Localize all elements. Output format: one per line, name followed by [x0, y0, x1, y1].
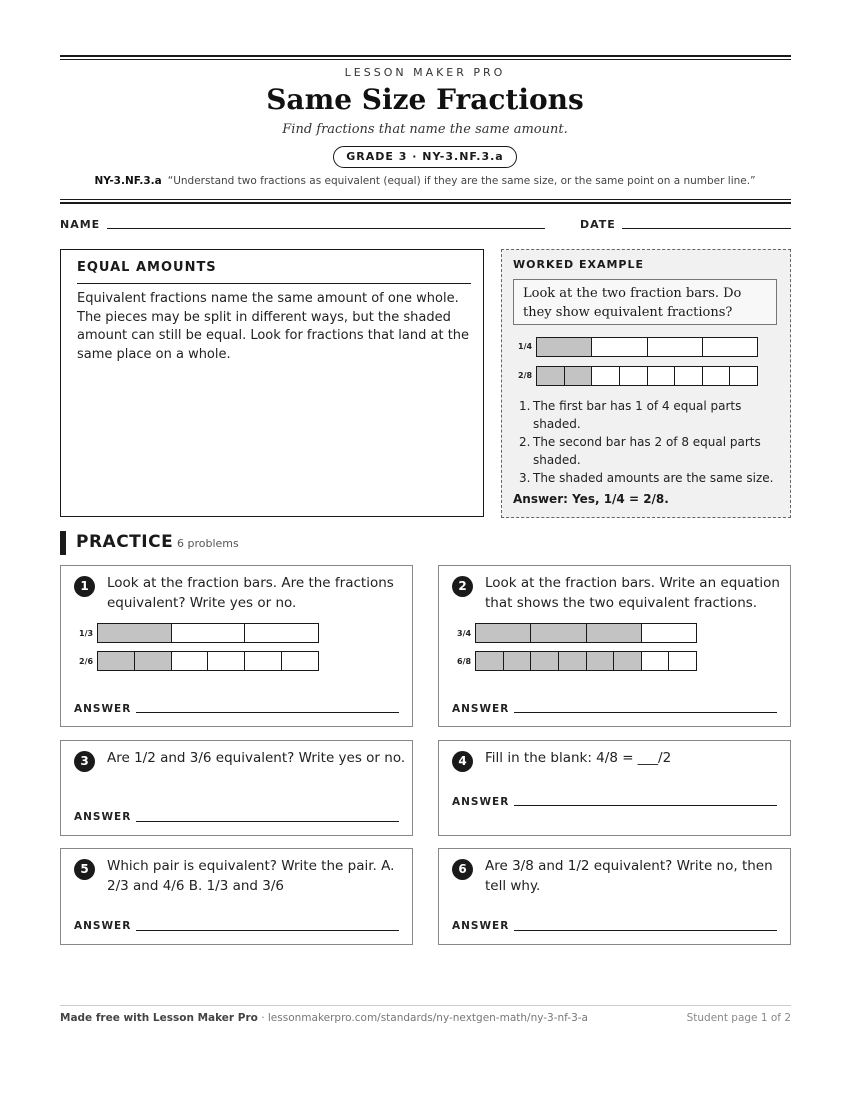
problem-card-6 — [438, 848, 791, 945]
answer-field[interactable] — [514, 712, 777, 713]
footer-url[interactable]: · lessonmakerpro.com/standards/ny-nextgen-math/ny-3-nf-3-a — [261, 1012, 588, 1024]
concept-box — [60, 249, 484, 517]
unshaded-segment — [703, 338, 757, 356]
unshaded-segment — [642, 624, 696, 642]
problem-text: Are 3/8 and 1/2 equivalent? Write no, then tell why. — [485, 858, 773, 894]
answer-field[interactable] — [514, 805, 777, 806]
problem-number: 1 — [74, 576, 95, 597]
unshaded-segment — [675, 367, 703, 385]
unshaded-segment — [208, 652, 245, 670]
unshaded-segment — [620, 367, 648, 385]
worked-example-answer: Answer: Yes, 1/4 = 2/8. — [513, 492, 669, 506]
top-rule-thick — [60, 55, 791, 57]
footer-made-with: Made free with Lesson Maker Pro — [60, 1012, 258, 1024]
problem-number: 4 — [452, 751, 473, 772]
step-item — [513, 469, 783, 487]
standard-line — [0, 175, 850, 187]
fraction-bar — [97, 651, 319, 671]
unshaded-segment — [245, 624, 318, 642]
footer-credit — [60, 1012, 588, 1024]
unshaded-segment — [703, 367, 731, 385]
fraction-bar-label: 1/4 — [518, 342, 533, 351]
unshaded-segment — [592, 367, 620, 385]
unshaded-segment — [730, 367, 757, 385]
name-field[interactable] — [107, 228, 545, 229]
problem-number: 6 — [452, 859, 473, 880]
answer-label: ANSWER — [74, 811, 132, 823]
problem-text: Look at the fraction bars. Write an equation that shows the two equivalent fractions. — [485, 575, 780, 611]
answer-field[interactable] — [136, 712, 399, 713]
shaded-segment — [98, 652, 135, 670]
problem-number: 3 — [74, 751, 95, 772]
shaded-segment — [531, 624, 586, 642]
practice-title: PRACTICE — [76, 532, 174, 552]
step-text: The first bar has 1 of 4 equal parts shaded. — [533, 399, 742, 431]
answer-label: ANSWER — [452, 920, 510, 932]
problem-text: Fill in the blank: 4/8 = ___/2 — [485, 750, 672, 766]
shaded-segment — [614, 652, 642, 670]
shaded-segment — [559, 652, 587, 670]
answer-field[interactable] — [514, 930, 777, 931]
practice-count: 6 problems — [177, 537, 239, 550]
fraction-bar — [536, 366, 758, 386]
page-subtitle: Find fractions that name the same amount. — [282, 122, 568, 137]
unshaded-segment — [592, 338, 647, 356]
fraction-bar — [536, 337, 758, 357]
worked-example-box — [501, 249, 791, 518]
step-number: 3. — [519, 471, 531, 485]
standard-code: NY-3.NF.3.a — [94, 175, 162, 187]
fraction-bar — [97, 623, 319, 643]
header-rule-thick — [60, 202, 791, 204]
fraction-bar — [475, 623, 697, 643]
fraction-bar-label: 2/8 — [518, 371, 533, 380]
answer-field[interactable] — [136, 930, 399, 931]
shaded-segment — [587, 624, 642, 642]
unshaded-segment — [648, 338, 703, 356]
concept-divider — [77, 283, 471, 284]
unshaded-segment — [172, 652, 209, 670]
fraction-bar-label: 2/6 — [79, 657, 94, 666]
problem-text: Look at the fraction bars. Are the fractions equivalent? Write yes or no. — [107, 575, 394, 611]
answer-label: ANSWER — [74, 703, 132, 715]
concept-body: Equivalent fractions name the same amount of one whole. The pieces may be split in different ways, but the shaded amount can still be equal. Look for fractions that land at the same place on a whole. — [77, 291, 470, 362]
concept-title: EQUAL AMOUNTS — [77, 260, 217, 275]
page-title: Same Size Fractions — [266, 83, 584, 116]
unshaded-segment — [669, 652, 696, 670]
problem-card-2 — [438, 565, 791, 727]
worked-example-steps — [513, 397, 783, 487]
problem-text: Which pair is equivalent? Write the pair. A. 2/3 and 4/6 B. 1/3 and 3/6 — [107, 858, 395, 894]
problem-card-1 — [60, 565, 413, 727]
worked-example-label: WORKED EXAMPLE — [513, 258, 644, 271]
problem-number: 5 — [74, 859, 95, 880]
header-rule-thin — [60, 199, 791, 200]
shaded-segment — [98, 624, 172, 642]
practice-accent-bar — [60, 531, 66, 555]
shaded-segment — [531, 652, 559, 670]
footer-page-number: Student page 1 of 2 — [686, 1012, 791, 1024]
problem-card-3 — [60, 740, 413, 836]
fraction-bar-label: 1/3 — [79, 629, 94, 638]
fraction-bar — [475, 651, 697, 671]
step-number: 1. — [519, 399, 531, 413]
date-label: DATE — [580, 218, 616, 231]
shaded-segment — [587, 652, 615, 670]
step-text: The shaded amounts are the same size. — [533, 471, 774, 485]
grade-badge: GRADE 3 · NY-3.NF.3.a — [333, 146, 517, 168]
answer-label: ANSWER — [452, 796, 510, 808]
shaded-segment — [476, 624, 531, 642]
answer-field[interactable] — [136, 821, 399, 822]
problem-card-5 — [60, 848, 413, 945]
fraction-bar-label: 3/4 — [457, 629, 472, 638]
worked-example-question: Look at the two fraction bars. Do they show equivalent fractions? — [513, 279, 777, 325]
name-label: NAME — [60, 218, 101, 231]
unshaded-segment — [282, 652, 318, 670]
shaded-segment — [135, 652, 172, 670]
step-item — [513, 397, 783, 433]
step-item — [513, 433, 783, 469]
shaded-segment — [537, 367, 565, 385]
unshaded-segment — [648, 367, 676, 385]
date-field[interactable] — [622, 228, 791, 229]
answer-label: ANSWER — [74, 920, 132, 932]
step-number: 2. — [519, 435, 531, 449]
unshaded-segment — [245, 652, 282, 670]
top-rule-thin — [60, 59, 791, 60]
standard-text: “Understand two fractions as equivalent (equal) if they are the same size, or the same point on a number line.” — [167, 175, 756, 187]
problem-text: Are 1/2 and 3/6 equivalent? Write yes or no. — [107, 750, 406, 766]
unshaded-segment — [172, 624, 246, 642]
problem-card-4 — [438, 740, 791, 836]
fraction-bar-label: 6/8 — [457, 657, 472, 666]
unshaded-segment — [642, 652, 670, 670]
shaded-segment — [565, 367, 593, 385]
step-text: The second bar has 2 of 8 equal parts shaded. — [533, 435, 761, 467]
answer-label: ANSWER — [452, 703, 510, 715]
shaded-segment — [476, 652, 504, 670]
problem-number: 2 — [452, 576, 473, 597]
footer-rule — [60, 1005, 791, 1006]
shaded-segment — [537, 338, 592, 356]
shaded-segment — [504, 652, 532, 670]
brand-name: LESSON MAKER PRO — [344, 66, 506, 79]
